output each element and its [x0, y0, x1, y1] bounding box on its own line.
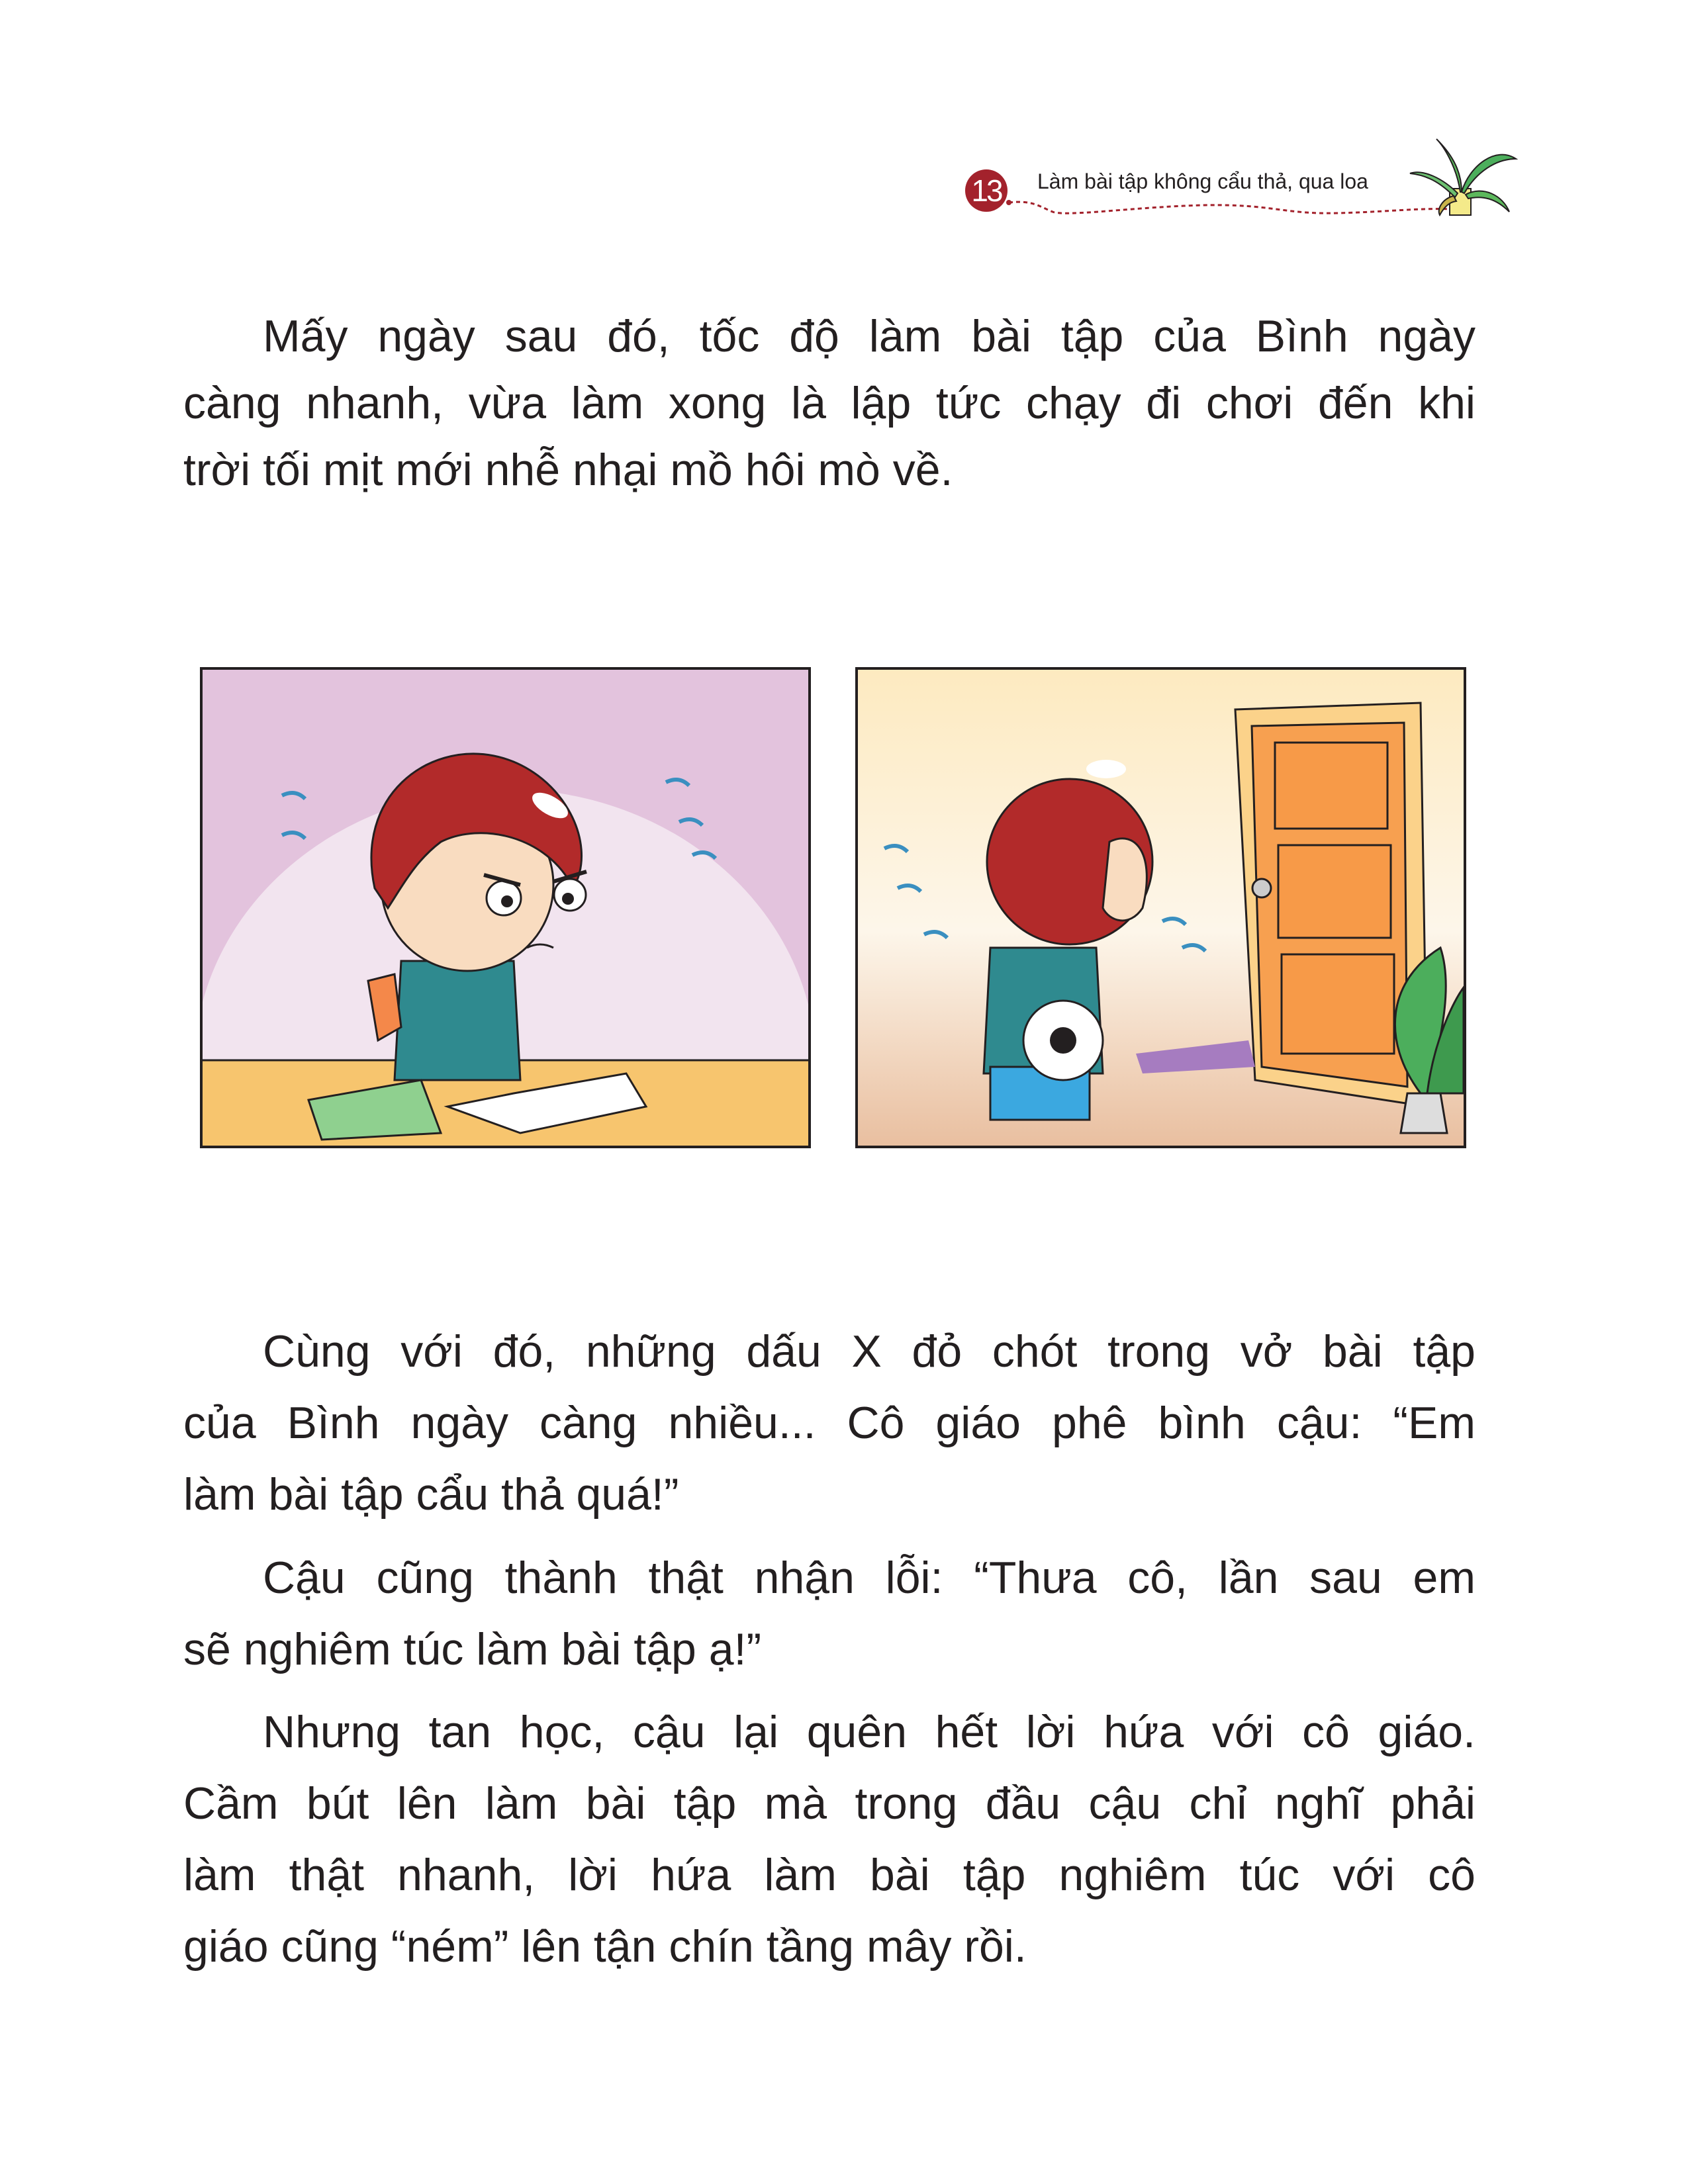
paragraph-2: [183, 1316, 1476, 1530]
paragraph-4: [183, 1696, 1476, 1982]
potted-plant-icon: [1403, 132, 1523, 218]
text-line: làm thật nhanh, lời hứa làm bài tập nghiêm túc với cô: [183, 1850, 1476, 1900]
dotted-divider: [1006, 192, 1456, 218]
text-line: Mấy ngày sau đó, tốc độ làm bài tập của Bình ngày: [263, 311, 1476, 361]
text-line: càng nhanh, vừa làm xong là lập tức chạy đi chơi đến khi: [183, 378, 1476, 428]
chapter-title: Làm bài tập không cẩu thả, qua loa: [1037, 169, 1368, 193]
chapter-number-badge: 13: [965, 169, 1008, 212]
text-line: của Bình ngày càng nhiều... Cô giáo phê bình cậu: “Em: [183, 1398, 1476, 1448]
text-line: Nhưng tan học, cậu lại quên hết lời hứa với cô giáo.: [263, 1707, 1476, 1757]
illustration-boy-at-door: [855, 667, 1466, 1148]
text-line: Cầm bút lên làm bài tập mà trong đầu cậu chỉ nghĩ phải: [183, 1778, 1476, 1829]
text-line: Cậu cũng thành thật nhận lỗi: “Thưa cô, lần sau em: [263, 1553, 1476, 1603]
paragraph-1: [183, 303, 1476, 504]
paragraph-3: [183, 1542, 1476, 1685]
text-line: sẽ nghiêm túc làm bài tập ạ!”: [183, 1624, 762, 1674]
illustration-boy-doing-homework: [200, 667, 811, 1148]
text-line: giáo cũng “ném” lên tận chín tầng mây rồi.: [183, 1921, 1027, 1972]
text-line: Cùng với đó, những dấu X đỏ chót trong vở bài tập: [263, 1326, 1476, 1377]
text-line: làm bài tập cẩu thả quá!”: [183, 1469, 679, 1520]
text-line: trời tối mịt mới nhễ nhại mồ hôi mò về.: [183, 445, 953, 495]
